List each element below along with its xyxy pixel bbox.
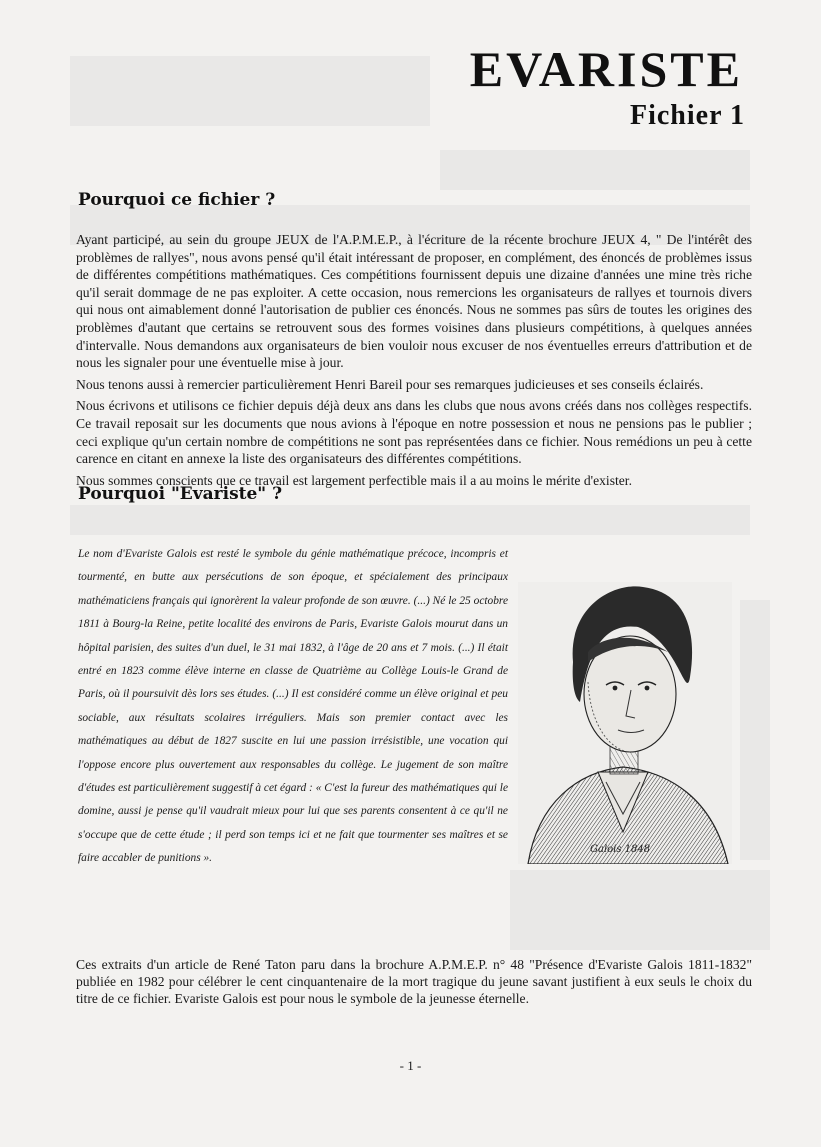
paragraph: Nous sommes conscients que ce travail est largement perfectible mais il a au moins le mérite d'exister. <box>76 472 632 488</box>
paragraph: Ayant participé, au sein du groupe JEUX de l'A.P.M.E.P., à l'écriture de la récente brochure JEUX 4, " De l'intérêt des problèmes de rallyes", nous avons pensé qu'il était intéressant de proposer, en complément, des énoncés de problèmes issus de différentes compétitions mathématiques. Ces compétitions fournissent depuis une dizaine d'années une mine très riche qu'il serait dommage de ne pas exploiter. A cette occasion, nous remercions les organisateurs de rallyes et tournois divers qui nous ont aimablement donné l'autorisation de publier ces énoncés. Nous ne sommes pas sûrs de toutes les origines des problèmes d'autant que certains se retrouvent sous des formes voisines dans plusieurs compétitions, à quelques années d'intervalle. Nous demandons aux organisateurs de bien vouloir nous excuser de nos éventuelles erreurs d'attribution et de nous les signaler pour une éventuelle mise à jour. <box>76 232 752 371</box>
document-subtitle: Fichier 1 <box>629 100 745 131</box>
page-number: - 1 - <box>399 1058 422 1073</box>
portrait-signature: Galois 1848 <box>590 844 651 855</box>
source-note: Ces extraits d'un article de René Taton paru dans la brochure A.P.M.E.P. n° 48 "Présence d'Evariste Galois 1811-1832" publiée en 1982 pour célébrer le cent cinquantenaire de la mort tragique du jeune savant justifient à eux seuls le choix du titre de ce fichier. Evariste Galois est pour nous le symbole de la jeunesse éternelle. <box>76 957 752 1006</box>
paragraph: Nous tenons aussi à remercier particulièrement Henri Bareil pour ses remarques judicieuses et ses conseils éclairés. <box>76 376 704 392</box>
galois-quote: Le nom d'Evariste Galois est resté le symbole du génie mathématique précoce, incompris et tourmenté, en butte aux persécutions de son époque, et spécialement des principaux mathématiciens français qui ignorèrent la valeur profonde de son œuvre. (...) Né le 25 octobre 1811 à Bourg-la Reine, petite localité des environs de Paris, Evariste Galois mourut dans un hôpital parisien, des suites d'un duel, le 31 mai 1832, à l'âge de 20 ans et 7 mois. (...) Il était entré en 1823 comme élève interne en classe de Quatrième au Collège Louis-le Grand de Paris, où il poursuivit dès lors ses études. (...) Il est considéré comme un élève original et peu sociable, aux résultats scolaires irréguliers. Mais son premier contact avec les mathématiques au début de 1827 suscite en lui une passion irrésistible, une vocation qui l'oppose encore plus ouvertement aux responsables du collège. Le jugement de son maître d'études est particulièrement suggestif à cet égard : « C'est la fureur des mathématiques qui le domine, aussi je pense qu'il vaudrait mieux pour lui que ses parents consentent à ce qu'il ne s'occupe que de cette étude ; il perd son temps ici et ne fait que tourmenter ses maîtres et se faire accabler de punitions ». <box>78 548 508 865</box>
galois-portrait-engraving <box>518 582 732 864</box>
section-heading-why-file: Pourquoi ce fichier ? <box>78 190 276 210</box>
section-body-why-file <box>76 231 752 493</box>
paragraph: Nous écrivons et utilisons ce fichier depuis déjà deux ans dans les clubs que nous avons créés dans nos collèges respectifs. Ce travail reposait sur les documents que nous avions à l'époque en notre possession et nous ne pensions pas le publier ; ceci explique qu'un certain nombre de compétitions ne sont pas représentées dans ce fichier. Nous remédions un peu à cette carence en citant en annexe la liste des organisateurs des différentes compétitions. <box>76 398 752 467</box>
document-title: EVARISTE <box>469 41 743 97</box>
section-heading-why-evariste: Pourquoi "Evariste" ? <box>78 484 283 504</box>
